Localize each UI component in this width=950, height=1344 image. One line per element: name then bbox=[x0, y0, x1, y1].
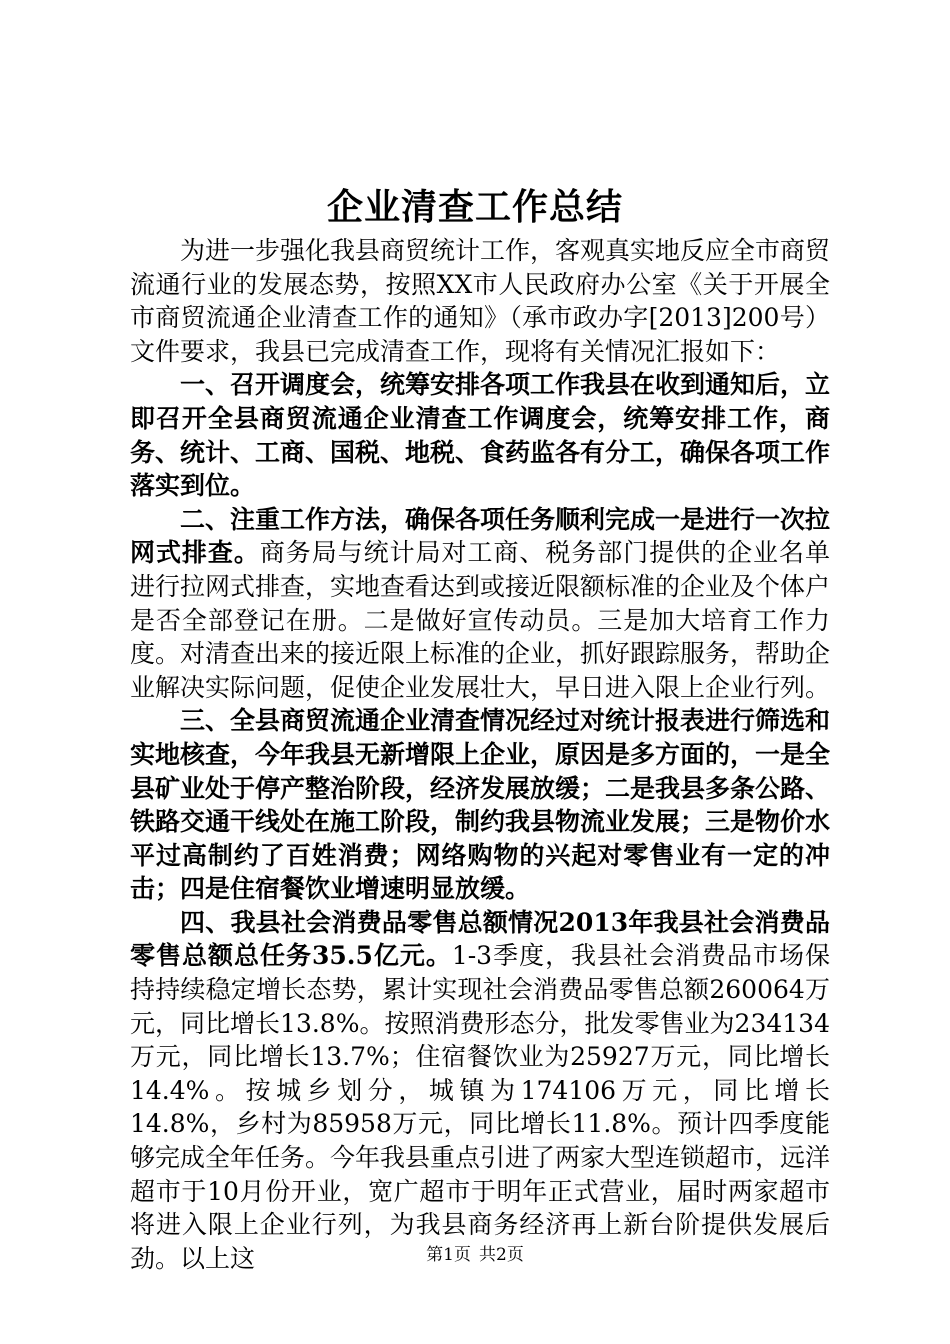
paragraph-text: 商务局与统计局对工商、税务部门提供的企业名单进行拉网式排查，实地查看达到或接近限额标准的企业及个体户是否全部登记在册。二是做好宣传动员。三是加大培育工作力度。对清查出来的接近限上标准的企业，抓好跟踪服务，帮助企业解决实际问题，促使企业发展壮大，早日进入限上企业行列。 bbox=[130, 538, 831, 702]
paragraph-section-4 bbox=[130, 906, 830, 1276]
paragraph-text: 为进一步强化我县商贸统计工作，客观真实地反应全市商贸流通行业的发展态势，按照XX市人民政府办公室《关于开展全市商贸流通企业清查工作的通知》（承市政办字[2013]200号）文件要求，我县已完成清查工作，现将有关情况汇报如下： bbox=[130, 236, 831, 366]
paragraph-section-2 bbox=[130, 503, 830, 705]
paragraph-lead: 一、召开调度会，统筹安排各项工作我县在收到通知后，立即召开全县商贸流通企业清查工作调度会，统筹安排工作，商务、统计、工商、国税、地税、食药监各有分工，确保各项工作落实到位。 bbox=[130, 370, 831, 501]
document-title: 企业清查工作总结 bbox=[326, 186, 623, 228]
paragraph-lead: 四、我县社会消费品零售总额情况2013年我县社会消费品零售总额总任务35.5亿元。 bbox=[130, 907, 830, 971]
page-footer bbox=[0, 1244, 950, 1266]
page-total: 共2页 bbox=[479, 1245, 524, 1265]
paragraph-section-3 bbox=[130, 704, 830, 906]
paragraph-section-1 bbox=[130, 368, 830, 502]
paragraph-intro bbox=[130, 234, 830, 368]
paragraph-text: 1-3季度，我县社会消费品市场保持持续稳定增长态势，累计实现社会消费品零售总额260064万元，同比增长13.8%。按照消费形态分，批发零售业为234134万元，同比增长13.7%；住宿餐饮业为25927万元，同比增长14.4%。按城乡划分，城镇为174106万元，同比增长14.8%，乡村为85958万元，同比增长11.8%。预计四季度能够完成全年任务。今年我县重点引进了两家大型连锁超市，远洋超市于10月份开业，宽广超市于明年正式营业，届时两家超市将进入限上企业行列，为我县商务经济再上新台阶提供发展后劲。以上这 bbox=[130, 941, 831, 1273]
paragraph-lead: 二、注重工作方法，确保各项任务顺利完成一是进行一次拉网式排查。 bbox=[130, 504, 831, 568]
paragraph-lead: 三、全县商贸流通企业清查情况经过对统计报表进行筛选和实地核查，今年我县无新增限上企业，原因是多方面的，一是全县矿业处于停产整治阶段，经济发展放缓；二是我县多条公路、铁路交通干线处在施工阶段，制约我县物流业发展；三是物价水平过高制约了百姓消费；网络购物的兴起对零售业有一定的冲击；四是住宿餐饮业增速明显放缓。 bbox=[130, 706, 831, 904]
page-number: 第1页 bbox=[426, 1245, 471, 1265]
document-body bbox=[130, 234, 830, 1275]
